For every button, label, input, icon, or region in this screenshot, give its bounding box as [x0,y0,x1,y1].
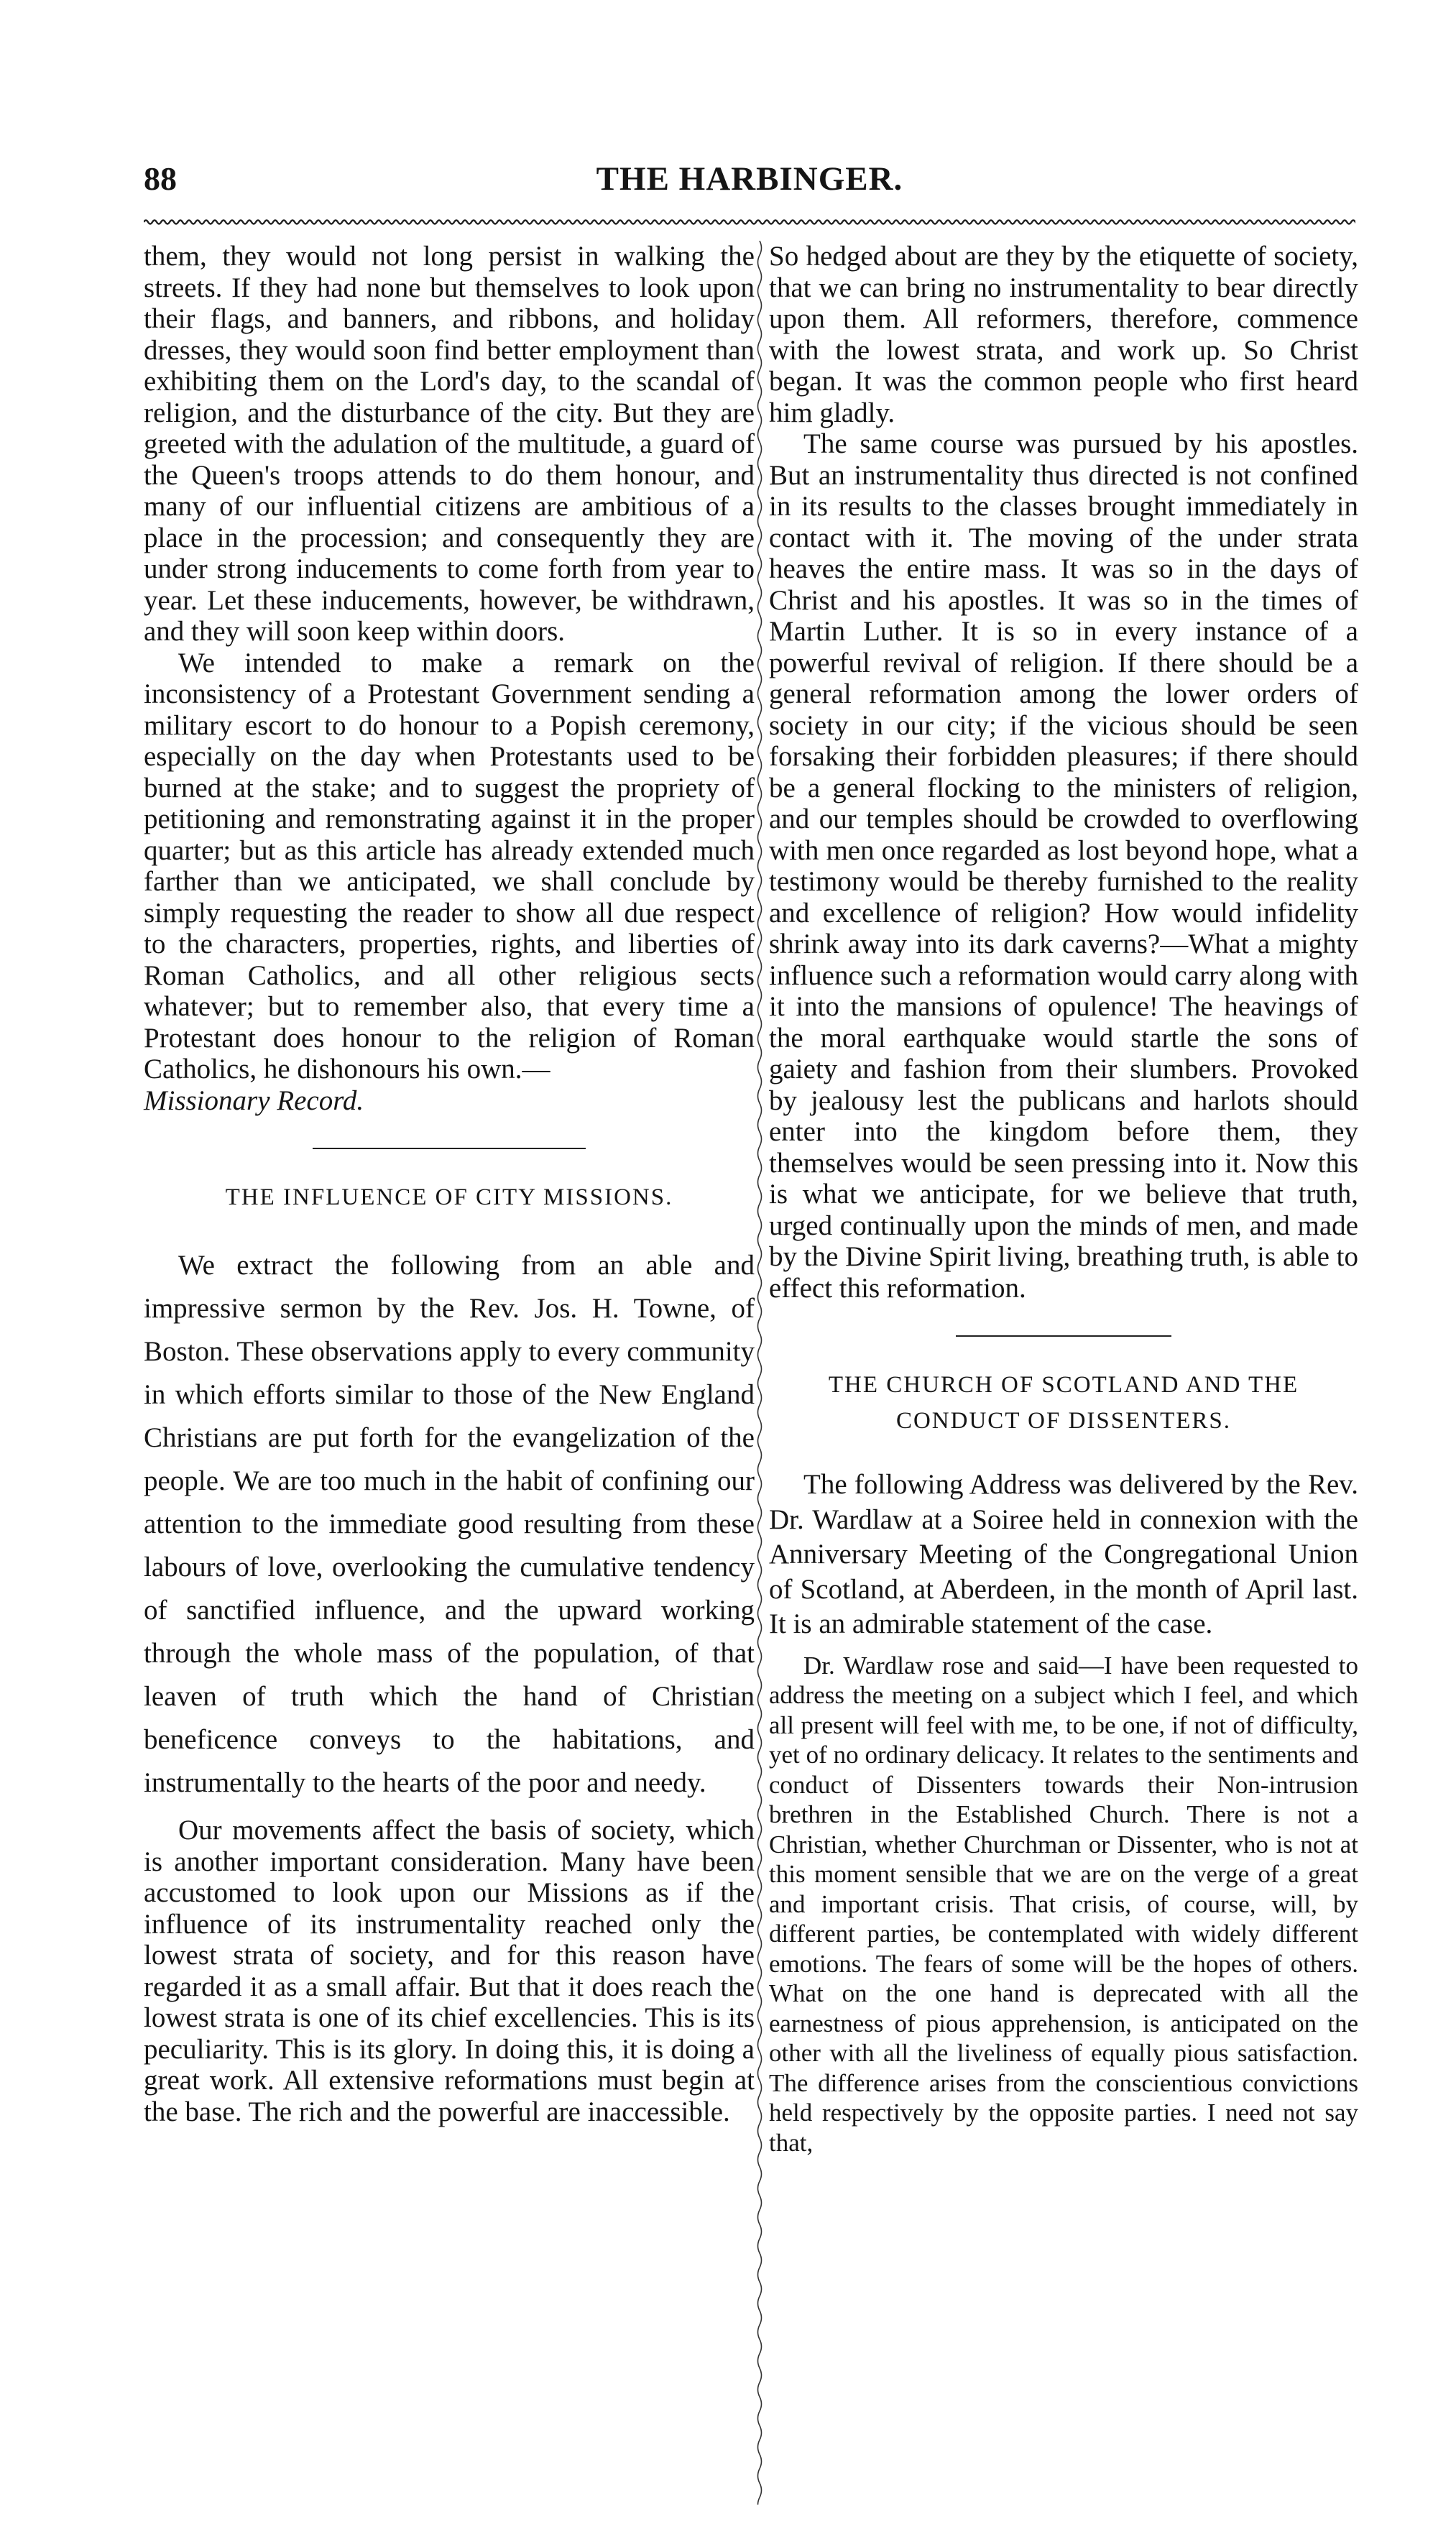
section-title: THE INFLUENCE OF CITY MISSIONS. [225,1184,673,1210]
article-paragraph: Dr. Wardlaw rose and said—I have been requested to address the meeting on a subject which I feel, and which all present will feel with me, to be one, if not of difficulty, yet of no ordinary delicacy. It relates to the sentiments and conduct of Dissenters towards their Non-intrusion brethren in the Established Church. There is not a Christian, whether Churchman or Dissenter, who is not at this moment sensible that we are on the verge of a great and important crisis. That crisis, of course, will, by different parties, be contemplated with widely different emotions. The fears of some will be the hopes of others. What on the one hand is deprecated with all the earnestness of pious apprehension, is anticipated on the other with all the liveliness of equally pious satisfaction. The difference arises from the conscientious convictions held respectively by the opposite parties. I need not say that, [769,1651,1358,2157]
left-column [144,241,755,2127]
page-number: 88 [144,160,177,197]
section-title: THE CHURCH OF SCOTLAND AND THE CONDUCT OF DISSENTERS. [828,1372,1299,1434]
article-signature: Missionary Record. [144,1084,364,1116]
article-paragraph: Our movements affect the basis of society, which is another important consideration. Many have been accustomed to look upon our Missions as if the influence of its instrumentality reached only the lowest strata of society, and for this reason have regarded it as a small affair. But that it does reach the lowest strata is one of its chief excellencies. This is its peculiarity. This is its glory. In doing this, it is doing a great work. All extensive reformations must begin at the base. The rich and the powerful are inaccessible. [144,1815,755,2127]
section-divider [313,1148,586,1149]
column-divider [755,241,765,2505]
article-paragraph: The following Address was delivered by the Rev. Dr. Wardlaw at a Soiree held in connexion with the Anniversary Meeting of the Congregational Union of Scotland, at Aberdeen, in the month of April last. It is an admirable statement of the case. [769,1469,1358,1639]
header-wavy-rule [144,217,1355,227]
article-paragraph: We extract the following from an able and impressive sermon by the Rev. Jos. H. Towne, of Boston. These observations apply to every community in which efforts similar to those of the New England Christians are put forth for the evangelization of the people. We are too much in the habit of confining our attention to the immediate good resulting from these labours of love, overlooking the cumulative tendency of sanctified influence, and the upward working through the whole mass of the population, of that leaven of truth which the hand of Christian beneficence conveys to the habitations, and instrumentally to the hearts of the poor and needy. [144,1250,755,1798]
section-divider [956,1335,1171,1337]
article-paragraph: So hedged about are they by the etiquette of society, that we can bring no instrumentality to bear directly upon them. All reformers, therefore, commence with the lowest strata, and work up. So Christ began. It was the common people who first heard him gladly. [769,241,1358,428]
article-paragraph: them, they would not long persist in walking the streets. If they had none but themselves to look upon their flags, and banners, and ribbons, and holiday dresses, they would soon find better employment than exhibiting them on the Lord's day, to the scandal of religion, and the disturbance of the city. But they are greeted with the adulation of the multitude, a guard of the Queen's troops attends to do them honour, and many of our influential citizens are ambitious of a place in the procession; and consequently they are under strong inducements to come forth from year to year. Let these inducements, however, be withdrawn, and they will soon keep within doors. [144,241,755,647]
article-paragraph: We intended to make a remark on the inconsistency of a Protestant Government sending a military escort to do honour to a Popish ceremony, especially on the day when Protestants used to be burned at the stake; and to suggest the propriety of petitioning and remonstrating against it in the proper quarter; but as this article has already extended much farther than we anticipated, we shall conclude by simply requesting the reader to show all due respect to the characters, properties, rights, and liberties of Roman Catholics, and all other religious sects whatever; but to remember also, that every time a Protestant does honour to the religion of Roman Catholics, he dishonours his own.— [144,647,755,1084]
right-column [769,241,1358,2157]
article-paragraph: The same course was pursued by his apostles. But an instrumentality thus directed is not confined in its results to the classes brought immediately in contact with it. The moving of the under strata heaves the entire mass. It was so in the days of Christ and his apostles. It was so in the times of Martin Luther. It is so in every instance of a powerful revival of religion. If there should be a general reformation among the lower orders of society in our city; if the vicious should be seen forsaking their forbidden pleasures; if there should be a general flocking to the ministers of religion, and our temples should be crowded to overflowing with men once regarded as lost beyond hope, what a testimony would be thereby furnished to the reality and excellence of religion? How would infidelity shrink away into its dark caverns?—What a mighty influence such a reformation would carry along with it into the mansions of opulence! The heavings of the moral earthquake would startle the sons of gaiety and fashion from their slumbers. Provoked by jealousy lest the publicans and harlots should enter into the kingdom before them, they themselves would be seen pressing into it. Now this is what we anticipate, for we believe that truth, urged continually upon the minds of men, and made by the Divine Spirit living, breathing truth, is able to effect this reformation. [769,428,1358,1304]
page-header [144,160,1355,210]
running-title: THE HARBINGER. [596,160,903,198]
